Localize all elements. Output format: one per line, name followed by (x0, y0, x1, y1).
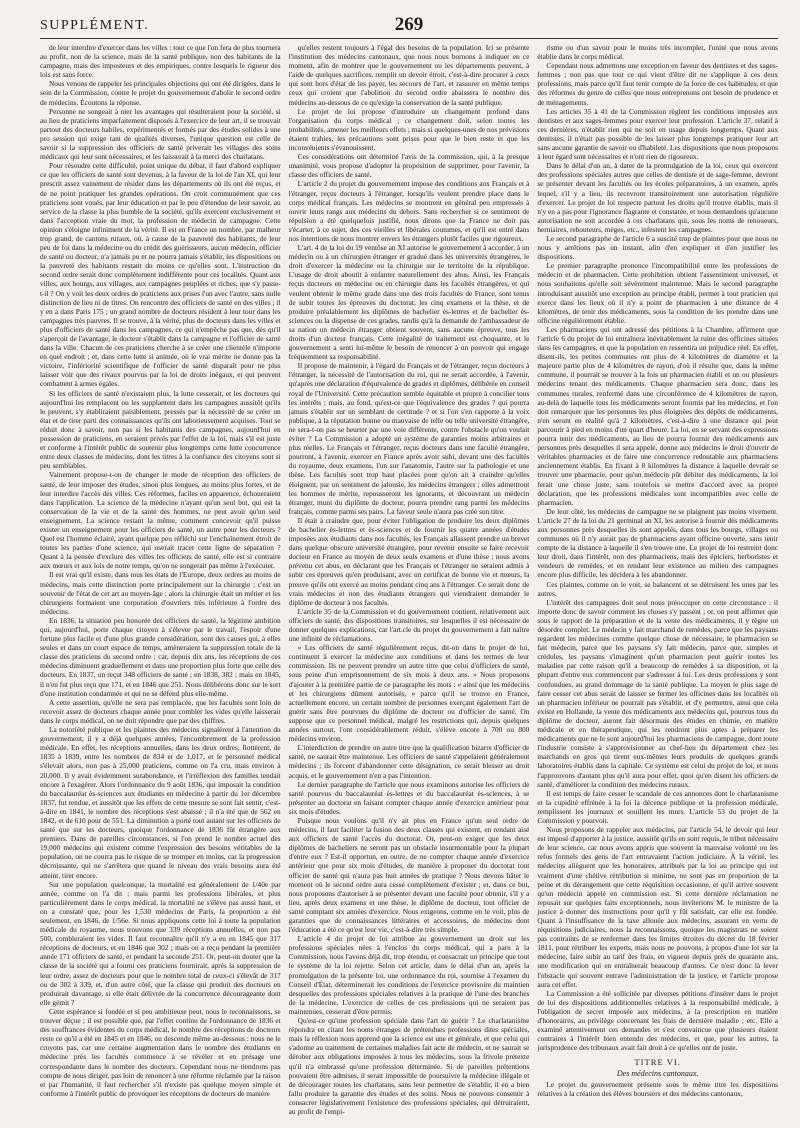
column-left (40, 43, 281, 1128)
paragraph: Nous venons de rappeler les principales objections qui ont été dirigées, dans le sein de la Commission, contre le projet du gouvernement d'abolir le second ordre de médecins. Écoutons la réponse. (40, 79, 281, 107)
paragraph: Nous proposons de rappeler aux médecins, par l'article 54, le devoir qui leur est imposé d'apporter à la justice, aussitôt qu'ils en sont requis, le tribut nécessaire de leur science, car nous avons appris que souvent la mauvaise volonté ou les refus formels des gens de l'art entravaient l'action judiciaire. À la vérité, les médecins allèguent que les honoraires, attribués par la loi au principe qui est vraiment d'une chétive rétribution si minime, ne sont pas en proportion de la peine et du dérangement que cette réquisition occasionne, et qu'il arrive souvent qu'un médecin appelé en commission est. Si cette dernière réclamation ne reposait sur quelques faits exceptionnels, nous inviterions M. le ministre de la justice à donner des instructions pour qu'il y fût satisfait, car elle est fondée. Quant à l'insuffisance de la taxe allouée aux médecins, assurant en vertu de réquisitions judiciaires, nous la reconnaissons, quoique les magistrats ne soient pas contraints de se renfermer dans les limites étroites du décret du 18 février 1811, pour rétribuer les experts, mais nous ne pouvons, à propos d'une loi sur la médecine, faire subir au tarif des frais, en vigueur depuis près de quarante ans, une modification qui en entraînerait beaucoup d'autres. Ce n'est donc là lever l'obstacle qui souvent entrave l'administration de la justice, et l'article propose aura cet effet. (537, 825, 778, 989)
paragraph: La notoriété publique et les plaintes des médecins signalèrent à l'attention du gouvernement, il y a déjà quelques années, l'encombrement de la profession médicale. En effet, les réceptions annuelles, dans les deux ordres, flottèrent, de 1835 à 1839, entre les nombres de 834 et de 1,017, et le personnel médical s'élevait alors, non pas à 25,000 praticiens, comme on l'a cru, mais environ à 20,000. Il y avait évidemment surabondance, et l'irréflexion des familles tendait encore à l'exagérer. Alors l'ordonnance du 9 août 1836, qui imposait la condition du baccalauréat ès-sciences aux étudiants en médecine à partir du 1er décembre 1837, fut rendue, et aussitôt que les effets de cette mesure se sont fait sentir, c'est-à-dire en 1841, le nombre des réceptions s'est abaissé ; il n'a été que de 562 en 1842, et de 610 pour de 551. La diminution a porté tout autant sur les officiers de santé que sur les docteurs, quoique l'ordonnance de 1836 fût étrangère aux premiers. Dans de pareilles circonstances, si l'on prend le nombre actuel des 19,000 médecins qui existent comme l'expression des besoins véritables de la population, on ne courra pas le risque de se tromper en moins, car la progression décroissante, qui ne s'arrêtera que quand le niveau des vrais besoins aura été atteint, tirer encore. (40, 725, 281, 880)
paragraph: Ces plaintes, comme on le voit, se balancent et se détruisent les unes par les autres. (537, 579, 778, 598)
paragraph: L'article 35 de la Commission et du gouvernement contient, relativement aux officiers de santé, des dispositions transitoires, sur lesquelles il est nécessaire de donner quelques explications, car l'art.cle du projet du gouvernement a fait naître une infinité de réclamations. (288, 606, 530, 644)
paragraph: Puisque nous voulons qu'il n'y ait plus en France qu'un seul ordre de médecins, il faut faciliter la fusion des deux classes qui existent, en rendant aisé aux officiers de santé l'accès du doctorat. Or, peut-on exiger que les deux diplômes de bacheliers ne seront pas un obstacle insurmontable pour la plupart d'entre eux ? Est-il opportun, en outre, de ne compter chaque année d'exercice antérieur que pour six mois d'études, de manière à proposer du doctorat tout officier de santé qui n'aura pas huit années de pratique ? Nous devons hâter le moment où le second ordre aura cessé complètement d'exister ; et, dans ce but, nous proposons d'autoriser à se présenter devant une faculté pour obtenir, s'il y a lieu, après deux examens et une thèse, le diplôme de docteur, tout officier de santé comptant six années d'exercice. Nous exigeons, comme on le voit, plus de garanties que de connaissances littéraires et accessoires, de médecins dont l'éducation a été ce qu'est leur vie, c'est-à-dire très simple. (288, 815, 530, 935)
paragraph: Qu'est-ce qu'une profession spéciale dans l'art de guérir ? Le charlatanisme répondra en citant les noms étranges de prétendues professions dites spéciales, mais la réflexion nous apprend que la science est une et générale, et que celui qui s'adonne au traitement de certaines maladies fait acte de médecin, et ne saurait se dérober aux obligations imposées à tous les médecins, sous la frivole prétexte qu'il n'a embrassé qu'une profession déterminée. Si de pareilles prétentions pouvaient être admises, il serait impossible de poursuivre la médecine illégale et de décourager toutes les charlatans, sans leur permettre de s'établir, il en a bien fallu produire la garantie des études et des soins. Nous ne pouvons consentir à consacrer législativement l'existence des professions spéciales, qui détruiraient, au profit de l'empi- (288, 1016, 530, 1116)
paragraph: Personne ne songeait à nier les avantages qui résulteraient pour la société, si au lieu de praticiens imparfaitement disposés à l'exercice de leur art, il se trouvait partout des docteurs habiles, expérimentés et formés par des études solides à une pro session qui exige tant de qualités diverses, l'unique question est celle de savoir si la suppression des officiers de santé priverait les villages des soins médicaux qui leur sont nécessaires, et les laisserait à la merci des charlatans. (40, 106, 281, 162)
column-right (537, 43, 778, 1128)
section-heading (537, 1058, 778, 1077)
paragraph: Il propose de maintenir, à l'égard du Français et de l'étranger, reçus docteurs à l'étranger, la nécessité de l'autorisation du roi, qui ne serait accordée, à l'avenir, qu'après une déclaration d'équivalence de grades et diplômes, délibérée en conseil royal de l'Université. Cette précaution semble équitable et propre à concilier tous les intérêts ; mais, au fond, qu'est-ce que l'équivalence des grades ? qui pourra jamais s'établir sur un semblant de certitude ? et si l'on s'en rapporte à la voix publique, à la réputation bonne ou mauvaise de telle ou telle université étrangère, ne sera-t-on pas se heurter par une voie différente, contre l'obstacle qu'on voulait éviter ? La Commission a adopté un système de garanties moins arbitraires et plus réelles. Le Français et l'étranger, reçus docteurs dans une faculté étrangère, pourront, à l'avenir, exercer en France après avoir subi, devant une des facultés du royaume, deux examens, l'un sur l'anatomie, l'autre sur la pathologie et une thèse. Les facultés sont trop haut placées pour qu'on ait à craindre qu'elles éloignent, par un sentiment de jalousie, les médecins étrangers ; elles admettront les hommes de mérite, repousseront les ignorants, et découvrant un médecin étranger, muni du diplôme de docteur, pourra prendre rang parmi les médecins français, comme parmi ses pairs. La faveur seule n'aura pas créé son titre. (288, 361, 530, 516)
page-number: 269 (394, 14, 424, 35)
text-columns (40, 43, 778, 1128)
paragraph: L'art. 4 de la loi du 19 ventôse an XI autorise le gouvernement à accorder, à un médecin ou à un chirurgien étranger et gradué dans les universités étrangères, le droit d'exercer la médecine ou la chirurgie sur le territoire de la république. L'usage de droit aboutit à enfanter naturellement des abus. Ainsi, les Français reçus docteurs en médecine ou en chirurgie dans les facultés étrangères, et qui veulent obtenir le même grade dans une des trois facultés de France, sont tenus de subir toutes les épreuves du doctorat, les cinq examens et la thèse, et de produire préalablement les diplômes de bachelier ès-lettres et de bachelier ès-sciences ou la dispense de ces grades, tandis qu'à la demande de l'ambassadeur de sa nation un médecin étranger obtient souvent, sans aucune épreuve, tous les droits d'un docteur français. Cette inégalité de traitement est choquante, et le gouvernement a senti lui-même le besoin de renoncer à un pouvoir qui engage fréquemment sa responsabilité. (288, 243, 530, 362)
paragraph: Les pharmaciens qui ont adressé des pétitions à la Chambre, affirment que l'article 6 du projet de loi entraînera inévitablement la ruine des officines situées dans les campagnes, et que la population en ressentira un préjudice réel. En effet, disent-ils, les petites communes ont plus de 4 kilomètres de diamètre et la majeure partie plus de 4 kilomètres de rayon, d'où il résulte que, dans la même commune, il pourrait se trouver à la fois un pharmacien établi et un ou plusieurs médecins tenant des médicaments. Chaque pharmacien sera donc, dans les communes rurales, renfermé dans une circonférence de 4 kilomètres de rayon, au-delà de laquelle tous les médicaments seront fournis par les médecins, et l'on doit remarquer que les personnes les plus éloignées des dépôts de médicaments, n'en seront en réalité qu'à 2 kilomètres, c'est-à-dire à une distance qui peut parcourir à pied en moins d'un quart d'heure. La loi, en se servant des expressions pourra tenir des médicaments, au lieu de pourra fournir des médicaments aux personnes près desquelles il sera appelé, donne aux médecins le droit d'ouvrir de véritables pharmacies et de faire une concurrence redoutable aux pharmaciens anciennement établis. En fixant à 8 kilomètres la distance à laquelle devrait se trouver une pharmacie, pour qu'un médecin pût débiter des médicaments, la loi ferait une chose juste, sans toutefois se mettre d'accord avec sa propre déclaration, que les professions médicales sont incompatibles avec celle de pharmacien. (537, 324, 778, 507)
paragraph: Si les officiers de santé n'existaient plus, la lutte cesserait, et les docteurs qui aujourd'hui les remplacent ou les supplantent dans les campagnes aussitôt qu'ils le peuvent, s'y établiraient paisiblement, pressés par la nécessité de se créer un état et de tirer parti des connaissances qu'ils ont laborieusement acquises. Tout se réduit donc à savoir, non pas si les habitants des campagnes, aujourd'hui en possession de praticiens, en seraient privés par l'effet de la loi, mais s'il est juste et conforme à l'intérêt public de soutenir plus longtemps cette lutte concurrence entre deux classes de médecins, dont les titres à la confiance des citoyens sont si peu semblables. (40, 388, 281, 471)
paragraph: Sur une population quelconque, la mortalité est généralement de 1/40e par année, comme on l'a dit ; mais parmi les professions libérales, et plus particulièrement dans le corps médical, la mortalité ne s'élève pas aussi haut, et on a constaté que, pour les 1,530 médecins de Paris, la proportion a été seulement, en 1846, de 1/56e. Si nous appliquons cette loi à toute la population médicale du royaume, nous trouvons que 339 réceptions annuelles, et non pas 500, combleraient les vides. Il faut reconnaître qu'il n'y a eu en 1845 que 317 réceptions de docteurs, et en 1846 que 302 ; mais on a reçu pendant la première année 171 officiers de santé, et pendant la seconde 251. Or, peut-on douter que la classe de la société qui a fourni ces praticiens fournirait, après la suppression de leur ordre, assez de docteurs pour que le nombre total de ceux-ci s'élevât de 317 ou de 302 à 339, et, d'un autre côté, que la classe qui produit des docteurs en produirait davantage, si elle était délivrée de la concurrence décourageante dont elle gémit ? (40, 879, 281, 1007)
paragraph: La Commission a été sollicitée par diverses pétitions d'insérer dans le projet de loi des dispositions additionnelles relatives à la responsabilité médicale, à l'obligation de secret imposée aux médecins, à la prescription en matière d'honoraires, au privilège concernant les frais de dernière maladie ; etc. Elle a examiné attentivement ces demandes et s'est convaincue que plusieurs étaient contraires à l'intérêt bien entendu des médecins, et que, pour les autres, la jurisprudence des tribunaux avait fait droit à ce qu'elles ont de juste. (537, 988, 778, 1053)
paragraph: Ces considérations ont déterminé l'avis de la commission, qui, à la presque unanimité, vous propose d'adopter la proposition de supprimer, pour l'avenir, la classe des officiers de santé. (288, 152, 530, 180)
paragraph: Le second paragraphe de l'article 6 a suscité trop de plaintes pour que nous ne nous y arrêtions pas un instant, afin d'en expliquer et d'en justifier les dispositions. (537, 233, 778, 262)
paragraph: Dans le délai d'un an, à dater de la promulgation de la loi, ceux qui exercent des professions spéciales autres que celles de dentiste et de sage-femme, devront se présenter devant les facultés ou les écoles préparatoires, à un examen, après lequel, s'il y a lieu, ils recevront transitoirement une autorisation régulière d'exercer. Le projet de loi respecte partout les droits qu'il trouve établis, mais il n'y en a pas pour l'ignorance flagrante et constatée, et nous demandons qu'aucune autorisation ne soit accordée à ces charlatans qui, sous les noms de renoueurs, herniaires, rebouteurs, mèges, etc., infestent les campagnes. (537, 161, 778, 234)
paragraph: Il était à craindre que, pour éviter l'obligation de produire les deux diplômes de bachelier ès-lettres et ès-sciences et de fournir les quatre années d'études imposées aux étudiants dans nos facultés, les Français allassent prendre un brevet dans quelque obscure université étrangère, pour revenir ensuite se faire recevoir docteur en France au moyen de deux seuls examens et d'une thèse ; nous avons prévenu cet abus, en déclarant que les Français et l'étranger ne seraient admis à subir ces épreuves qu'en produisant, avec un certificat de bonne vie et mœurs, la preuve qu'ils ont exercé au moins pendant cinq ans à l'étranger. Ce serait donc de vrais médecins et non des étudiants étrangers qui viendraient demander le diplôme de docteur à nos facultés. (288, 515, 530, 607)
paragraph: Le premier paragraphe prononce l'incompatibilité entre les professions de médecin et de pharmacien. Cette prohibition obtient l'assentiment universel, et nous souhaitons qu'elle soit sévèrement maintenue. Mais le second paragraphe introduisant aussitôt une exception au principe établi, permet à tout praticien qui exerce dans les lieux où il n'y a point de pharmacien à une distance de 4 kilomètres, de tenir des médicaments, sous la condition de les prendre dans une officine régulièrement établie. (537, 261, 778, 325)
paragraph: L'article 4 du projet de loi attribue au gouvernement un droit sur les professions spéciales nées à l'enclos du corps médical, qui a paru à la Commission, nous l'avons déjà dit, trop étendu, et consacrait un principe que tout le système de la loi rejette. Selon cet article, dans le délai d'un an, après la promulgation de la présente loi, une ordonnance du roi, soumise à l'examen du Conseil d'État, déterminerait les conditions de l'exercice provisoire du maintien desquelles des professions spéciales relatives à la pratique de l'une des branches de la médecine. L'exercice de celles de ces professions qui ne seraient pas maintenues, cesserait d'être permis. (288, 934, 530, 1016)
paragraph: Pour résoudre cette difficulté, point unique du débat, il faut d'abord expliquer ce que les officiers de santé sont devenus, à la faveur de la loi de l'an XI, qui leur prescrit assez vainement de résider dans les départements où ils ont été reçus, et de ne point pratiquer les grandes opérations. On croit communément que ces praticiens sont voués, par leur éducation et par le peu d'étendue de leur savoir, au service de la classe la plus humble de la société, qu'ils exercent exclusivement et dans l'acception vraie du mot, la profession de médecin de campagne. Cette opinion s'éloigne infiniment de la vérité. Il est en France un nombre, par malheur trop grand, de cantons ruraux, où, à cause de la pauvreté des habitants, de leur peu de foi dans la médecine ou du crédit des guérisseurs, aucun médecin, officier de santé ou docteur, n'a jamais pu et ne pourra jamais s'établir, les dispositions ou la pauvreté des habitants restant du moins ce qu'elles sont. L'instruction du second ordre serait donc complètement indifférente pour ces localités. Quant aux villes, aux bourgs, aux villages, aux campagnes peuplées et riches, que s'y passe-t-il ? On y voit les deux ordres de praticiens aux prises l'un avec l'autre, sans nulle distinction de lieu ni de titres. On rencontre des officiers de santé en des villes ; il y en a dans Paris 175 ; un grand nombre de docteurs résident à leur tour dans les campagnes très pauvres. Il se trouve, à la vérité, plus de docteurs dans les villes et plus d'officiers de santé dans les campagnes, ce qui n'empêche pas que, dès qu'il s'aperçoit de l'avantage, le docteur s'établit dans la campagne et l'officier de santé dans la ville. Chacun de ces praticiens cherche à se créer une clientèle n'importe en quel endroit ; et, dans cette lutte si animée, où le vrai mérite ne donne pas la victoire, l'infériorité scientifique de l'officier de santé disparaît pour ne plus laisser voir que des rivaux pourvus par la loi de droits inégaux, et qui peuvent combattent à armes égales. (40, 161, 281, 389)
paragraph: Cependant nous admettons une exception en faveur des dentistes et des sages-femmes ; non pas que tout ce qui vient d'être dit ne s'applique à ces deux professions, mais parce qu'il faut tenir compte de la force de ces habitudes, et que des réformes du genre de celles que nous entreprenons ont besoin de prudence et de ménagements. (537, 61, 778, 107)
section-subtitle: Des médecins cantonaux. (616, 1068, 699, 1078)
paragraph: Le projet de loi propose d'introduire un changement profond dans l'organisation du corps médical ; ce changement doit, selon toutes les probabilités, amener les meilleurs effets ; mais si quelques-unes de nos prévisions étaient trahies, les précautions sont prises pour que le bien reste et que les inconvénients s'évanouissent. (288, 106, 530, 153)
paragraph: de leur interdire d'exercer dans les villes : tout ce que l'on fera de plus tournera au profit, non de la science, mais de la santé publique, non des habitants de la campagne, mais des imposteurs et des empiriques, contre lesquels le rigueur des lois est sans force. (40, 43, 281, 80)
column-middle (289, 43, 530, 1128)
paragraph: L'interdiction de prendre un autre titre que la qualification bizarre d'officier de santé, ne saurait être maintenue. Les officiers de santé s'appelaient généralement médecins ; ils forcent d'abandonner cette désignation, ce serait blesser au droit acquis, et le gouvernement n'en a pas l'intention. (288, 743, 530, 780)
running-title: SUPPLÉMENT. (40, 18, 150, 33)
paragraph: « Les officiers de santé régulièrement reçus, dit-on dans le projet de loi, continuent à exercer la médecine aux conditions et dans les termes de leur commission. Ils ne peuvent prendre un autre titre que celui d'officiers de santé, sous peine d'un emprisonnement de six mois à deux ans. » Nous proposons d'ajouter à la première partie de ce paragraphe les mots : « ainsi que les médecins et les chirurgiens dûment autorisés, » parce qu'il se trouve en France, actuellement encore, un certain nombre de personnes exerçant également l'art de guérir sans être pourvues du diplôme de docteur ou d'officier de santé. On suppose que ce personnel médical, malgré les restrictions qui, depuis quelques années surtout, l'ont considérablement réduit, s'élève encore à 700 ou 800 médecins environ. (288, 643, 530, 744)
section-title: TITRE VI. (634, 1057, 681, 1068)
paragraph: En 1836, la situation peu honorée des officiers de santé, la légitime ambition qui, aujourd'hui, porte chaque citoyen à s'élever par le travail, l'espoir d'une fortune plus facile et d'une plus grande considération, sont des causes qui, à elles seules et dans un court espace de temps, amèneraient la suppression totale de la classe des praticiens du second ordre ; car, depuis dix ans, les réceptions de ces médecins diminuent graduellement et dans une proportion plus forte que celle des docteurs. En 1837, on reçut 348 officiers de santé ; en 1838, 382 ; mais en 1845, il n'en fut plus reçu que 171, et en 1846 que 251. Nous délibérons donc sur le sort d'une institution condamnée et qui ne se défend plus elle-même. (40, 615, 281, 698)
paragraph: Les articles 35 à 41 de la Commission règlent les conditions imposées aux dentistes et aux sages-femmes pour exercer leur profession. L'article 37, relatif à ces dernières, n'établit rien qui ne soit en usage depuis longtemps. Quant aux dentistes, il n'était pas possible de les laisser plus longtemps pratiquer leur art sans aucune garantie de savoir ou d'habileté. Les dispositions que nous proposons à leur égard sont nécessaires et n'ont rien de rigoureux. (537, 106, 778, 162)
paragraph: Il est vrai qu'il existe, dans tous les états de l'Europe, deux ordres au moins de médecins, mais cette distinction porte principalement sur la chirurgie ; c'est un souvenir de l'état de cet art au moyen-âge ; alors la chirurgie était un métier et les chirurgiens formaient une corporation d'ouvriers très inférieure à l'ordre des médecins. (40, 570, 281, 616)
paragraph: L'article 2 du projet du gouvernement impose des conditions aux Français et à l'étranger, reçus docteurs à l'étranger, lorsqu'ils veulent prendre place dans le corps médical français. Les médecins se montrent en général peu empressés à ouvrir leurs rangs aux médecins du dehors. Sans rechercher si ce sentiment de répulsion a été quelquefois justifié, nous dirons que la France ne doit pas s'écarter, à ce sujet, des ces vieilles et libérales coutumes, et qu'il est entré dans nos intentions de nous montrer envers les étrangers plutôt faciles que rigoureux. (288, 179, 530, 243)
paragraph: A cette assertion, qu'elle ne sera pas remplacée, que les facultés sont loin de recevoir assez de docteurs chaque année pour combler les vides qu'elle laisserait dans le corps médical, on ne doit répondre que par des chiffres. (40, 697, 281, 725)
paragraph: L'intérêt des campagnes doit seul nous préoccuper en cette circonstance : il importe donc de savoir comment les choses s'y passent ; or, on peut affirmer que sous le rapport de la préparation et de la vente des médicaments, il y règne un désordre complet. Le médecin y fait marchand de remèdes, parce que les paysans regardent les médecines comme quelque chose de nécessaire, le pharmacien se fait médecin, parce que les paysans s'y fait médecin, parce que, simples et crédules, les paysans s'imaginent qu'un pharmacien peut guérir toutes les maladies par cette raison qu'il a beaucoup de remèdes à sa disposition, et la plupart d'entre eux commencent par s'adresser à lui. Les deux professions y sont confondues, au grand dommage de la santé publique. La moyen le plus sage de faire cesser cet abus serait de laisser se fermer les officines dans les localités où un pharmacien inférieur ne pourrait pas s'établir, et d'y permettre, ainsi que cela existe en Hollande, la vente des médicaments aux médecins qui, pourvus tous du diplôme de docteur, auront fait désormais des études en chimie, en matière médicale et en thérapeutique, qui les rendront plus aptes à préparer les médicaments que ne le sont aujourd'hui les pharmaciens de campagne, dont toute l'industrie consiste à s'approvisionner au chef-lieu du département chez les marchands en gros qui tirent eux-mêmes leurs produits de quelques grands laboratoires établis dans la capitale. Ce système est celui du projet de loi, et nous l'approuvons d'autant plus qu'il aura pour effet, quoi qu'en disent les officiers de santé, d'améliorer la condition des médecins ruraux. (537, 597, 778, 789)
column-right-body (537, 43, 778, 1052)
page-header (40, 16, 778, 39)
paragraph: Le dernier paragraphe de l'article que nous examinons autorise les officiers de santé pourvus du baccalauréat ès-lettres et du baccalauréat ès-sciences, à se présenter au doctorat en faisant compter chaque année d'exercice antérieur pour six mois d'études. (288, 779, 530, 816)
paragraph: qu'elles restent toujours à l'égal des besoins de la population. Ici se présente l'institution des médecins cantonaux, que nous nous bornons à indiquer en ce moment, afin de montrer que le gouvernement ou les départements peuvent, à l'aide de quelques sacrifices, remplir un devoir étroit, c'est-à-dire procurer à ceux qui sont hors d'état de les payer, les secours de l'art, et rassurer en même temps ceux qui croient que l'abolition du second ordre abaissera le nombre des médecins au-dessous de ce qu'exige la conservation de la santé publique. (288, 43, 530, 107)
paragraph: Vainement propose-t-on de changer le mode de réception des officiers de santé, de leur imposer des études, sinon plus longues, au moins plus fortes, et de leur interdire l'accès des villes. Ces réformes, faciles en apparence, échoueraient dans l'application. La science de la médecine n'ayant qu'un seul but, qui est la conservation de la vie et de la santé des hommes, ne peut avoir qu'un seul enseignement. La science restant la même, comment concevoir qu'il puisse exister un enseignement pour les officiers de santé, un autre pour les docteurs ? Quel est l'homme éclairé, ayant quelque peu réfléchi sur l'enchaînement étroit de toutes les parties d'une science, qui oserait tracer cette ligne de séparation ? Quant à la pensée d'exclure des villes les officiers de santé, elle est si contraire aux mœurs et aux lois de notre temps, qu'on ne songerait pas même à l'exécuter. (40, 470, 281, 571)
paragraph: De leur côté, les médecins de campagne ne se plaignent pas moins vivement. L'article 27 de la loi du 21 germinal an XI, les autorise à fournir des médicaments aux personnes près desquelles ils sont appelés, dans tous les bourgs, villages ou communes où il n'y aurait pas de pharmaciens ayant officine ouverte, sans tenir compte de la distance à laquelle il s'en trouve une. Le projet de loi restreint donc leur droit, dans l'intérêt, non des pharmaciens, mais des épiciers, herboristes et vendeurs de remèdes, et en rendant leur existence au milieu des campagnes encore plus difficile, les décidera à les abandonner. (537, 506, 778, 580)
paragraph: risme ou d'un savoir pour le moins très incomplet, l'unité que nous avons établie dans le corps médical. (537, 43, 778, 62)
closing-paragraph: Le projet du gouvernement présente sous le même titre les dispositions relatives à la création des élèves boursiers et des médecins cantonaux, (537, 1079, 778, 1098)
paragraph: Cette espérance si fondée et si peu ambitieuse peut, nous le reconnaissons, se trouver déçue ; il est possible que, par l'effet continu de l'ordonnance de 1836 et des souffrances évidentes du corps médical, le nombre des réceptions de docteurs reste ce qu'il a été en 1845 et en 1846, ou descende même au-dessous : nous ne le croyons pas, car une certaine augmentation dans le nombre des étudiants en médecine près les facultés commence à se révéler et en présage une correspondante dans le nombre des docteurs. Cependant nous ne tiendrons pas compte de nous diriger, pas loin de renoncer à une réforme réclamée par la raison et par l'humanité, il faut rechercher s'il n'existe pas quelque moyen simple et conforme à l'intérêt public de provoquer les réceptions de docteurs de manière (40, 1006, 281, 1098)
paragraph: Il est temps de faire cesser le scandale de ces annonces dont le charlatanisme et la cupidité effrénée à la foi la décence publique et la profession médicale, remplissent les journaux et souillent les murs. L'article 53 du projet de la Commission y pourvoit. (537, 788, 778, 825)
